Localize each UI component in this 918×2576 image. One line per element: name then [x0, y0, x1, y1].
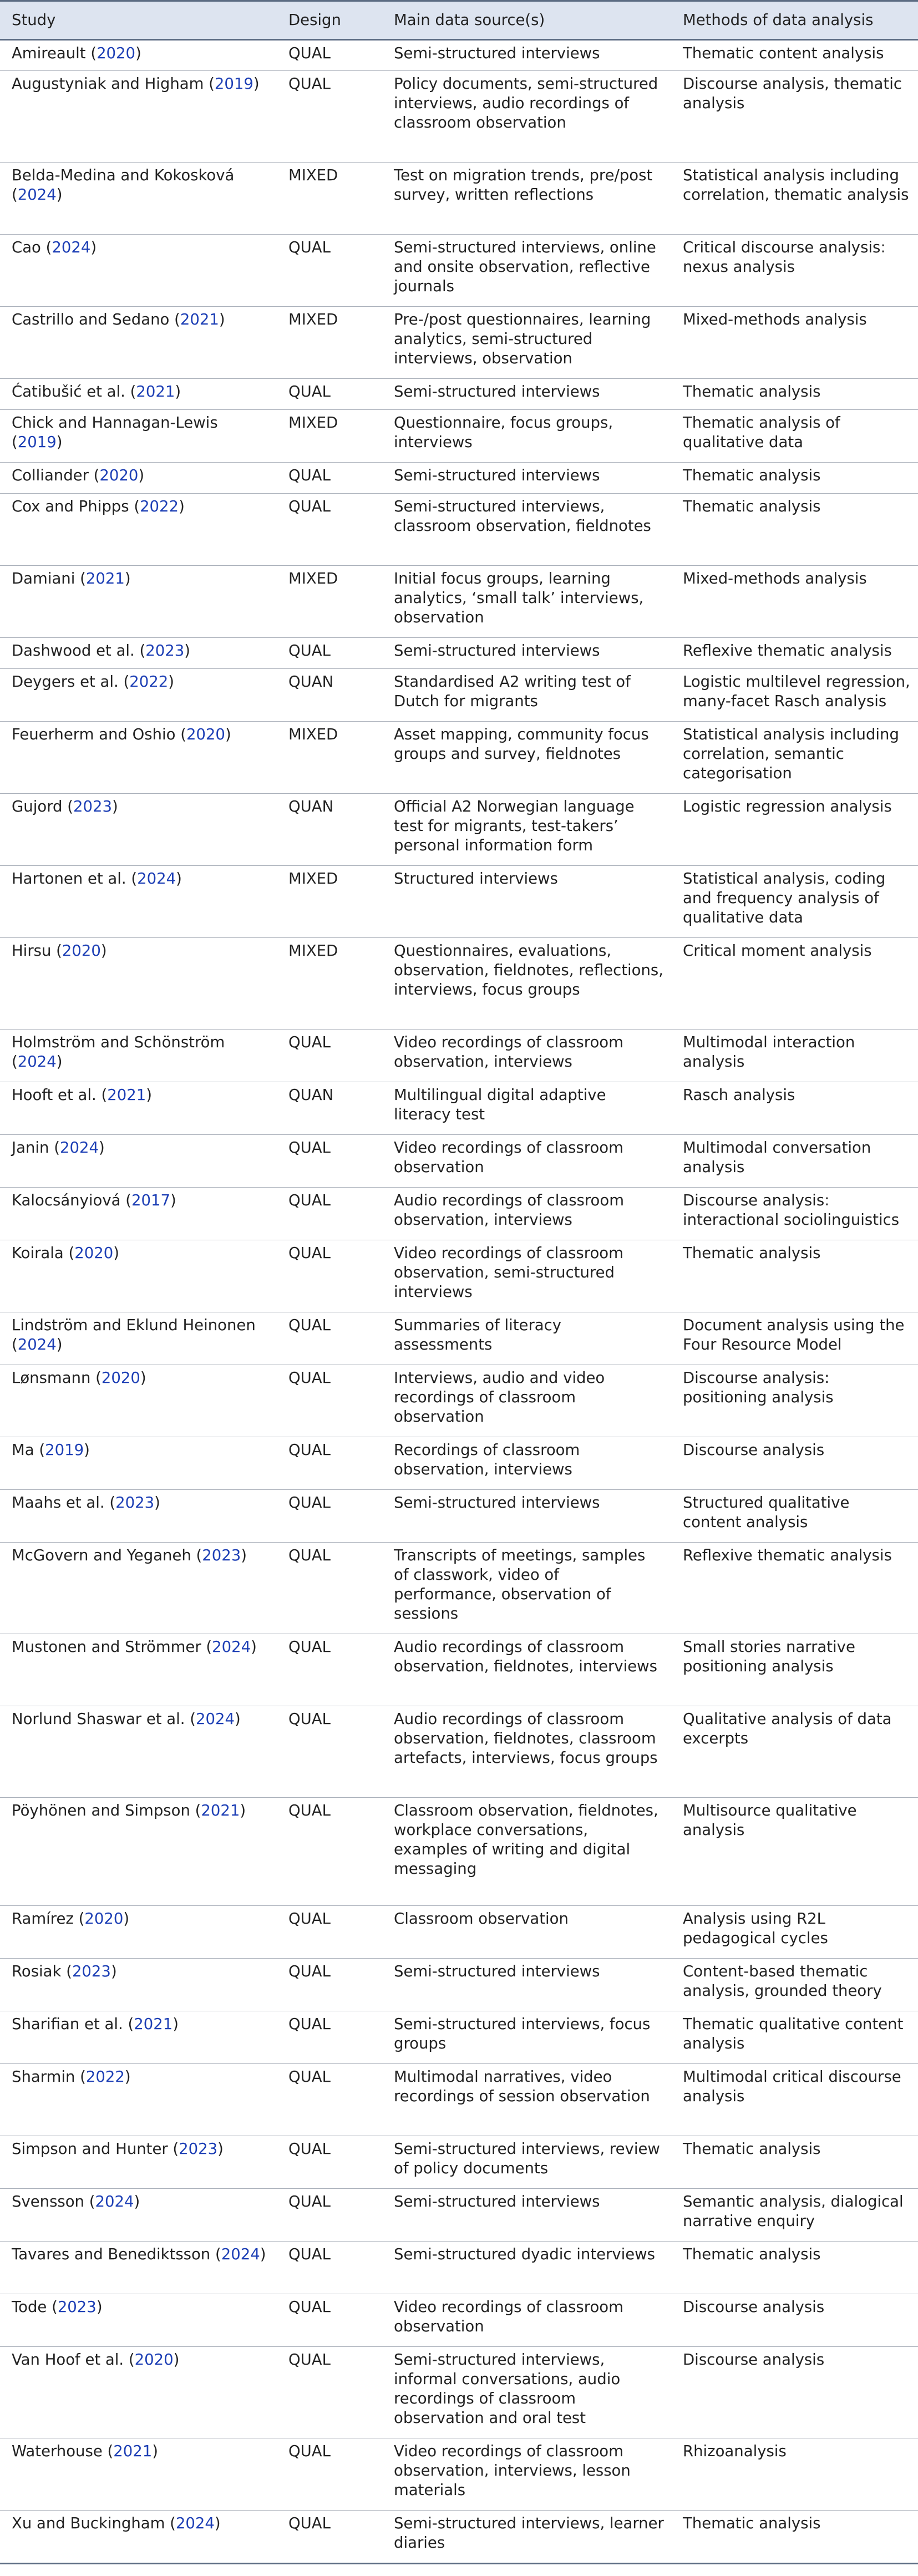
design-cell: QUAL	[277, 1135, 382, 1188]
study-author: Chick and Hannagan-Lewis	[12, 414, 218, 432]
data-source-cell: Semi-structured dyadic interviews	[382, 2242, 671, 2294]
data-source-cell: Structured interviews	[382, 866, 671, 938]
table-row	[0, 163, 918, 235]
design-cell: MIXED	[277, 566, 382, 638]
table-row	[0, 938, 918, 1030]
methods-cell: Thematic analysis of qualitative data	[671, 410, 918, 463]
design-cell: QUAL	[277, 40, 382, 71]
table-row	[0, 866, 918, 938]
methods-cell: Statistical analysis, coding and frequency analysis of qualitative data	[671, 866, 918, 938]
design-cell: QUAL	[277, 638, 382, 669]
data-source-cell: Official A2 Norwegian language test for migrants, test-takers’ personal information form	[382, 794, 671, 866]
data-source-cell: Standardised A2 writing test of Dutch for migrants	[382, 669, 671, 722]
study-cell: Cox and Phipps (2022)	[0, 494, 277, 566]
table-row	[0, 1959, 918, 2011]
citation-year-link[interactable]: 2024	[17, 186, 57, 204]
design-cell: QUAN	[277, 669, 382, 722]
data-source-cell: Policy documents, semi-structured interviews, audio recordings of classroom observation	[382, 71, 671, 163]
table-header	[0, 1, 918, 40]
study-cell: Gujord (2023)	[0, 794, 277, 866]
design-cell: QUAL	[277, 2438, 382, 2511]
data-source-cell: Recordings of classroom observation, interviews	[382, 1437, 671, 1490]
methods-cell: Mixed-methods analysis	[671, 307, 918, 379]
table-row	[0, 566, 918, 638]
methods-cell: Thematic analysis	[671, 2242, 918, 2294]
table-row	[0, 638, 918, 669]
design-cell: QUAL	[277, 1959, 382, 2011]
data-source-cell: Summaries of literacy assessments	[382, 1312, 671, 1365]
study-cell: Ma (2019)	[0, 1437, 277, 1490]
study-cell: McGovern and Yeganeh (2023)	[0, 1543, 277, 1634]
methods-cell: Thematic analysis	[671, 379, 918, 410]
citation-year-link[interactable]: 2024	[95, 2193, 134, 2210]
citation-year-link[interactable]: 2017	[131, 1191, 170, 1209]
study-cell: Pöyhönen and Simpson (2021)	[0, 1798, 277, 1906]
study-author: Ramírez	[12, 1910, 74, 1928]
header-data-sources: Main data source(s)	[382, 1, 671, 40]
methods-cell: Content-based thematic analysis, grounded theory	[671, 1959, 918, 2011]
study-author: Cao	[12, 239, 41, 256]
design-cell: QUAL	[277, 1240, 382, 1312]
citation-year-link[interactable]: 2021	[134, 2015, 173, 2033]
study-author: Hooft et al.	[12, 1086, 97, 1104]
methods-cell: Statistical analysis including correlation, semantic categorisation	[671, 722, 918, 794]
citation-year-link[interactable]: 2023	[73, 798, 112, 815]
table-row	[0, 1437, 918, 1490]
table-row	[0, 410, 918, 463]
table-row	[0, 1082, 918, 1135]
methods-cell: Discourse analysis: positioning analysis	[671, 1365, 918, 1437]
design-cell: QUAN	[277, 1082, 382, 1135]
methods-cell: Thematic analysis	[671, 2511, 918, 2564]
methods-cell: Discourse analysis, thematic analysis	[671, 71, 918, 163]
citation-year-link[interactable]: 2019	[45, 1441, 84, 1459]
table-row	[0, 2242, 918, 2294]
study-cell: Waterhouse (2021)	[0, 2438, 277, 2511]
citation-year-link[interactable]: 2021	[201, 1802, 240, 1819]
study-cell: Hirsu (2020)	[0, 938, 277, 1030]
methods-cell: Thematic analysis	[671, 2136, 918, 2189]
table-row	[0, 2011, 918, 2064]
citation-year-link[interactable]: 2024	[52, 239, 91, 256]
methods-cell: Discourse analysis	[671, 1437, 918, 1490]
study-author: Simpson and Hunter	[12, 2140, 168, 2158]
citation-year-link[interactable]: 2024	[137, 870, 176, 888]
data-source-cell: Semi-structured interviews	[382, 638, 671, 669]
citation-year-link[interactable]: 2020	[101, 1369, 140, 1387]
citation-year-link[interactable]: 2023	[202, 1546, 241, 1564]
citation-year-link[interactable]: 2020	[97, 44, 136, 62]
data-source-cell: Video recordings of classroom observation, semi-structured interviews	[382, 1240, 671, 1312]
study-cell: Lønsmann (2020)	[0, 1365, 277, 1437]
design-cell: QUAL	[277, 2064, 382, 2136]
methods-cell: Rhizoanalysis	[671, 2438, 918, 2511]
study-cell: Dashwood et al. (2023)	[0, 638, 277, 669]
table-row	[0, 669, 918, 722]
citation-year-link[interactable]: 2022	[140, 498, 179, 515]
citation-year-link[interactable]: 2023	[57, 2298, 97, 2316]
citation-year-link[interactable]: 2021	[180, 311, 219, 328]
study-author: Damiani	[12, 570, 75, 587]
design-cell: QUAL	[277, 2242, 382, 2294]
header-study: Study	[0, 1, 277, 40]
study-cell: Holmström and Schönström (2024)	[0, 1030, 277, 1082]
study-cell: Rosiak (2023)	[0, 1959, 277, 2011]
study-author: Maahs et al.	[12, 1494, 105, 1512]
citation-year-link[interactable]: 2021	[85, 570, 125, 587]
data-source-cell: Semi-structured interviews, focus groups	[382, 2011, 671, 2064]
design-cell: QUAL	[277, 2294, 382, 2347]
methods-cell: Statistical analysis including correlation, thematic analysis	[671, 163, 918, 235]
data-source-cell: Semi-structured interviews, learner diaries	[382, 2511, 671, 2564]
citation-year-link[interactable]: 2019	[17, 433, 57, 451]
study-author: Ćatibušić et al.	[12, 383, 125, 400]
study-author: Hartonen et al.	[12, 870, 126, 888]
design-cell: QUAL	[277, 1437, 382, 1490]
study-author: McGovern and Yeganeh	[12, 1546, 191, 1564]
study-author: Mustonen and Strömmer	[12, 1638, 201, 1656]
citation-year-link[interactable]: 2023	[179, 2140, 218, 2158]
methods-cell: Analysis using R2L pedagogical cycles	[671, 1906, 918, 1959]
study-cell: Mustonen and Strömmer (2024)	[0, 1634, 277, 1706]
study-cell: Tode (2023)	[0, 2294, 277, 2347]
table-row	[0, 722, 918, 794]
design-cell: QUAL	[277, 2189, 382, 2242]
design-cell: QUAL	[277, 2511, 382, 2564]
study-author: Dashwood et al.	[12, 642, 135, 660]
study-author: Deygers et al.	[12, 673, 119, 691]
design-cell: MIXED	[277, 722, 382, 794]
methods-cell: Thematic content analysis	[671, 40, 918, 71]
data-source-cell: Audio recordings of classroom observation, interviews	[382, 1188, 671, 1240]
citation-year-link[interactable]: 2020	[99, 466, 139, 484]
study-cell: Feuerherm and Oshio (2020)	[0, 722, 277, 794]
study-cell: Simpson and Hunter (2023)	[0, 2136, 277, 2189]
table-row	[0, 40, 918, 71]
data-source-cell: Classroom observation	[382, 1906, 671, 1959]
data-source-cell: Questionnaires, evaluations, observation, fieldnotes, reflections, interviews, focus groups	[382, 938, 671, 1030]
data-source-cell: Video recordings of classroom observation	[382, 2294, 671, 2347]
data-source-cell: Semi-structured interviews	[382, 1490, 671, 1543]
study-author: Sharifian et al.	[12, 2015, 123, 2033]
data-source-cell: Initial focus groups, learning analytics, ‘small talk’ interviews, observation	[382, 566, 671, 638]
data-source-cell: Pre-/post questionnaires, learning analytics, semi-structured interviews, observation	[382, 307, 671, 379]
data-source-cell: Interviews, audio and video recordings of classroom observation	[382, 1365, 671, 1437]
data-source-cell: Test on migration trends, pre/post survey, written reflections	[382, 163, 671, 235]
data-source-cell: Semi-structured interviews	[382, 1959, 671, 2011]
design-cell: QUAL	[277, 1906, 382, 1959]
design-cell: MIXED	[277, 307, 382, 379]
data-source-cell: Video recordings of classroom observation	[382, 1135, 671, 1188]
study-author: Lønsmann	[12, 1369, 91, 1387]
methods-cell: Thematic analysis	[671, 1240, 918, 1312]
design-cell: QUAL	[277, 1365, 382, 1437]
citation-year-link[interactable]: 2024	[212, 1638, 251, 1656]
study-cell: Norlund Shaswar et al. (2024)	[0, 1706, 277, 1798]
study-author: Gujord	[12, 798, 63, 815]
study-author: Norlund Shaswar et al.	[12, 1710, 185, 1728]
data-source-cell: Multimodal narratives, video recordings of session observation	[382, 2064, 671, 2136]
table-row	[0, 1490, 918, 1543]
data-source-cell: Semi-structured interviews	[382, 463, 671, 494]
design-cell: QUAL	[277, 1030, 382, 1082]
methods-cell: Discourse analysis	[671, 2294, 918, 2347]
data-source-cell: Transcripts of meetings, samples of classwork, video of performance, observation of sessions	[382, 1543, 671, 1634]
table-row	[0, 1798, 918, 1906]
data-source-cell: Audio recordings of classroom observation, fieldnotes, interviews	[382, 1634, 671, 1706]
study-cell: Sharifian et al. (2021)	[0, 2011, 277, 2064]
methods-cell: Document analysis using the Four Resource Model	[671, 1312, 918, 1365]
design-cell: QUAL	[277, 2136, 382, 2189]
study-cell: Colliander (2020)	[0, 463, 277, 494]
study-author: Rosiak	[12, 1963, 62, 1980]
citation-year-link[interactable]: 2019	[214, 75, 253, 93]
design-cell: QUAL	[277, 1634, 382, 1706]
table-row	[0, 1240, 918, 1312]
study-author: Pöyhönen and Simpson	[12, 1802, 190, 1819]
study-cell: Cao (2024)	[0, 235, 277, 307]
table-body	[0, 40, 918, 2564]
table-row	[0, 1543, 918, 1634]
citation-year-link[interactable]: 2020	[186, 726, 225, 743]
study-author: Augustyniak and Higham	[12, 75, 204, 93]
study-cell: Ćatibušić et al. (2021)	[0, 379, 277, 410]
table-row	[0, 2347, 918, 2438]
table-row	[0, 1906, 918, 1959]
study-cell: Hooft et al. (2021)	[0, 1082, 277, 1135]
header-row	[0, 1, 918, 40]
data-source-cell: Semi-structured interviews, informal conversations, audio recordings of classroom observation and oral test	[382, 2347, 671, 2438]
data-source-cell: Semi-structured interviews	[382, 40, 671, 71]
study-cell: Xu and Buckingham (2024)	[0, 2511, 277, 2564]
design-cell: QUAL	[277, 1706, 382, 1798]
study-cell: Maahs et al. (2023)	[0, 1490, 277, 1543]
citation-year-link[interactable]: 2020	[74, 1244, 114, 1262]
study-author: Tode	[12, 2298, 47, 2316]
citation-year-link[interactable]: 2024	[59, 1139, 99, 1157]
study-cell: Amireault (2020)	[0, 40, 277, 71]
citation-year-link[interactable]: 2024	[221, 2245, 260, 2263]
study-author: Xu and Buckingham	[12, 2514, 165, 2532]
table-row	[0, 1135, 918, 1188]
methods-cell: Discourse analysis: interactional sociolinguistics	[671, 1188, 918, 1240]
table-row	[0, 463, 918, 494]
study-author: Holmström and Schönström	[12, 1033, 225, 1051]
design-cell: QUAL	[277, 2011, 382, 2064]
data-source-cell: Semi-structured interviews	[382, 379, 671, 410]
methods-cell: Reflexive thematic analysis	[671, 638, 918, 669]
design-cell: MIXED	[277, 866, 382, 938]
design-cell: QUAL	[277, 71, 382, 163]
study-author: Amireault	[12, 44, 86, 62]
table-row	[0, 494, 918, 566]
study-author: Van Hoof et al.	[12, 2351, 124, 2369]
study-cell: Kalocsányiová (2017)	[0, 1188, 277, 1240]
study-cell: Damiani (2021)	[0, 566, 277, 638]
citation-year-link[interactable]: 2021	[136, 383, 175, 400]
methods-cell: Multimodal interaction analysis	[671, 1030, 918, 1082]
table-row	[0, 794, 918, 866]
design-cell: QUAL	[277, 235, 382, 307]
table-row	[0, 71, 918, 163]
study-cell: Van Hoof et al. (2020)	[0, 2347, 277, 2438]
study-author: Hirsu	[12, 942, 52, 960]
citation-year-link[interactable]: 2023	[145, 642, 185, 660]
citation-year-link[interactable]: 2024	[175, 2514, 215, 2532]
data-source-cell: Questionnaire, focus groups, interviews	[382, 410, 671, 463]
table-row	[0, 1706, 918, 1798]
design-cell: QUAL	[277, 463, 382, 494]
data-source-cell: Asset mapping, community focus groups and survey, fieldnotes	[382, 722, 671, 794]
methods-cell: Reflexive thematic analysis	[671, 1543, 918, 1634]
methods-cell: Thematic analysis	[671, 494, 918, 566]
methods-cell: Qualitative analysis of data excerpts	[671, 1706, 918, 1798]
study-author: Waterhouse	[12, 2442, 103, 2460]
methods-cell: Logistic regression analysis	[671, 794, 918, 866]
table-row	[0, 2189, 918, 2242]
methods-cell: Multisource qualitative analysis	[671, 1798, 918, 1906]
study-cell: Deygers et al. (2022)	[0, 669, 277, 722]
study-author: Lindström and Eklund Heinonen	[12, 1316, 256, 1334]
design-cell: MIXED	[277, 163, 382, 235]
study-author: Kalocsányiová	[12, 1191, 121, 1209]
citation-year-link[interactable]: 2024	[17, 1336, 57, 1353]
design-cell: QUAL	[277, 379, 382, 410]
data-source-cell: Semi-structured interviews	[382, 2189, 671, 2242]
citation-year-link[interactable]: 2023	[115, 1494, 155, 1512]
study-cell: Koirala (2020)	[0, 1240, 277, 1312]
study-cell: Castrillo and Sedano (2021)	[0, 307, 277, 379]
study-cell: Belda-Medina and Kokosková (2024)	[0, 163, 277, 235]
citation-year-link[interactable]: 2024	[196, 1710, 235, 1728]
methods-cell: Structured qualitative content analysis	[671, 1490, 918, 1543]
methods-cell: Critical moment analysis	[671, 938, 918, 1030]
methods-cell: Multimodal conversation analysis	[671, 1135, 918, 1188]
table-row	[0, 2511, 918, 2564]
citation-year-link[interactable]: 2020	[62, 942, 101, 960]
table-row	[0, 379, 918, 410]
data-source-cell: Multilingual digital adaptive literacy test	[382, 1082, 671, 1135]
design-cell: MIXED	[277, 410, 382, 463]
header-design: Design	[277, 1, 382, 40]
methods-cell: Rasch analysis	[671, 1082, 918, 1135]
methods-cell: Mixed-methods analysis	[671, 566, 918, 638]
table-row	[0, 2294, 918, 2347]
data-source-cell: Semi-structured interviews, review of policy documents	[382, 2136, 671, 2189]
data-source-cell: Classroom observation, fieldnotes, workplace conversations, examples of writing and digital messaging	[382, 1798, 671, 1906]
study-cell: Svensson (2024)	[0, 2189, 277, 2242]
table-row	[0, 2136, 918, 2189]
citation-year-link[interactable]: 2020	[84, 1910, 124, 1928]
design-cell: QUAL	[277, 1490, 382, 1543]
design-cell: QUAL	[277, 1188, 382, 1240]
citation-year-link[interactable]: 2022	[85, 2068, 125, 2086]
study-cell: Lindström and Eklund Heinonen (2024)	[0, 1312, 277, 1365]
study-cell: Augustyniak and Higham (2019)	[0, 71, 277, 163]
table-row	[0, 2064, 918, 2136]
table-row	[0, 1365, 918, 1437]
citation-year-link[interactable]: 2021	[107, 1086, 146, 1104]
table-row	[0, 2438, 918, 2511]
table-row	[0, 1312, 918, 1365]
study-author: Tavares and Benediktsson	[12, 2245, 211, 2263]
design-cell: QUAN	[277, 794, 382, 866]
methods-cell: Critical discourse analysis: nexus analysis	[671, 235, 918, 307]
table-row	[0, 1030, 918, 1082]
data-source-cell: Video recordings of classroom observation, interviews, lesson materials	[382, 2438, 671, 2511]
data-source-cell: Video recordings of classroom observation, interviews	[382, 1030, 671, 1082]
design-cell: QUAL	[277, 1798, 382, 1906]
citation-year-link[interactable]: 2021	[113, 2442, 153, 2460]
design-cell: QUAL	[277, 494, 382, 566]
study-cell: Sharmin (2022)	[0, 2064, 277, 2136]
methods-cell: Thematic analysis	[671, 463, 918, 494]
methods-cell: Logistic multilevel regression, many-facet Rasch analysis	[671, 669, 918, 722]
study-author: Castrillo and Sedano	[12, 311, 170, 328]
study-author: Feuerherm and Oshio	[12, 726, 176, 743]
citation-year-link[interactable]: 2023	[72, 1963, 111, 1980]
design-cell: MIXED	[277, 938, 382, 1030]
data-source-cell: Semi-structured interviews, online and onsite observation, reflective journals	[382, 235, 671, 307]
methods-cell: Small stories narrative positioning analysis	[671, 1634, 918, 1706]
study-author: Sharmin	[12, 2068, 75, 2086]
methods-cell: Semantic analysis, dialogical narrative enquiry	[671, 2189, 918, 2242]
table-row	[0, 235, 918, 307]
data-source-cell: Audio recordings of classroom observation, fieldnotes, classroom artefacts, interviews, focus groups	[382, 1706, 671, 1798]
study-author: Svensson	[12, 2193, 84, 2210]
study-cell: Hartonen et al. (2024)	[0, 866, 277, 938]
study-author: Belda-Medina and Kokosková	[12, 166, 235, 184]
data-source-cell: Semi-structured interviews, classroom observation, fieldnotes	[382, 494, 671, 566]
study-cell: Tavares and Benediktsson (2024)	[0, 2242, 277, 2294]
study-cell: Janin (2024)	[0, 1135, 277, 1188]
citation-year-link[interactable]: 2024	[17, 1053, 57, 1071]
design-cell: QUAL	[277, 2347, 382, 2438]
study-author: Cox and Phipps	[12, 498, 129, 515]
table-row	[0, 1188, 918, 1240]
study-author: Colliander	[12, 466, 89, 484]
study-cell: Chick and Hannagan-Lewis (2019)	[0, 410, 277, 463]
methods-cell: Multimodal critical discourse analysis	[671, 2064, 918, 2136]
citation-year-link[interactable]: 2022	[129, 673, 169, 691]
study-cell: Ramírez (2020)	[0, 1906, 277, 1959]
study-author: Koirala	[12, 1244, 64, 1262]
study-author: Janin	[12, 1139, 49, 1157]
methods-cell: Discourse analysis	[671, 2347, 918, 2438]
table-row	[0, 1634, 918, 1706]
table-row	[0, 307, 918, 379]
design-cell: QUAL	[277, 1312, 382, 1365]
design-cell: QUAL	[277, 1543, 382, 1634]
citation-year-link[interactable]: 2020	[134, 2351, 174, 2369]
header-methods: Methods of data analysis	[671, 1, 918, 40]
study-author: Ma	[12, 1441, 34, 1459]
methods-cell: Thematic qualitative content analysis	[671, 2011, 918, 2064]
